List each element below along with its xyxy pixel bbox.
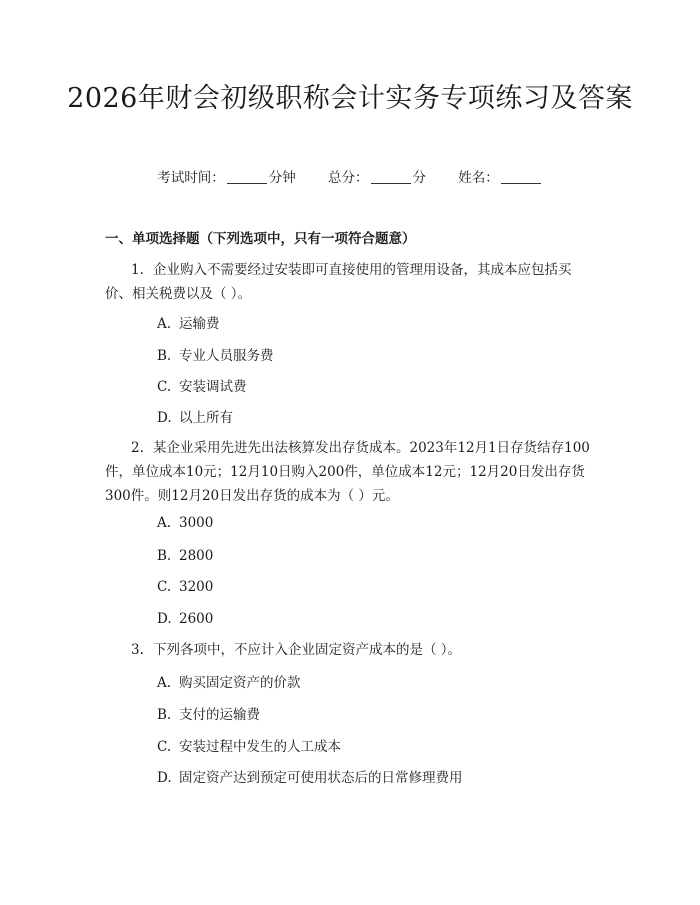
exam-time-blank [227, 169, 267, 184]
document-title: 2026年财会初级职称会计实务专项练习及答案 [67, 83, 633, 114]
question-text: 某企业采用先进先出法核算发出存货成本。2023年12月1日存货结存100件，单位成本10元；12月10日购入200件，单位成本12元；12月20日发出存货300件。则12月20日发出存货的成本为（ ）元。 [105, 440, 590, 504]
option-letter: B. [157, 348, 172, 364]
option-letter: B. [157, 707, 172, 723]
option-2d [157, 609, 213, 629]
option-1b [157, 346, 274, 366]
option-2a [157, 513, 213, 533]
exam-time-label: 考试时间： [157, 170, 225, 186]
candidate-name [458, 168, 543, 188]
question-text: 企业购入不需要经过安装即可直接使用的管理用设备，其成本应包括买价、相关税费以及（ ）。 [105, 262, 572, 302]
option-letter: A. [157, 316, 172, 332]
option-text: 固定资产达到预定可使用状态后的日常修理费用 [179, 770, 463, 786]
question-1 [105, 258, 595, 306]
option-letter: C. [157, 379, 172, 395]
option-1c [157, 377, 247, 397]
option-2c [157, 577, 213, 597]
option-text: 运输费 [179, 316, 220, 332]
option-2b [157, 546, 213, 566]
option-text: 3000 [179, 515, 214, 531]
question-number: 3. [131, 642, 144, 658]
option-text: 支付的运输费 [179, 707, 260, 723]
option-letter: D. [157, 410, 172, 426]
option-text: 安装调试费 [179, 379, 247, 395]
option-1d [157, 408, 233, 428]
option-3d [157, 768, 463, 788]
question-number: 2. [131, 440, 144, 456]
exam-info-line [0, 168, 700, 188]
question-number: 1. [131, 262, 144, 278]
question-3 [105, 638, 595, 662]
option-text: 3200 [179, 579, 214, 595]
exam-time-unit: 分钟 [268, 170, 296, 186]
option-text: 安装过程中发生的人工成本 [179, 739, 341, 755]
option-3b [157, 705, 260, 725]
option-text: 专业人员服务费 [179, 348, 274, 364]
option-text: 以上所有 [179, 410, 233, 426]
option-text: 2800 [179, 548, 214, 564]
exam-time [157, 168, 296, 188]
total-score-unit: 分 [412, 170, 426, 186]
option-letter: C. [157, 739, 172, 755]
option-letter: A. [157, 675, 172, 691]
option-3a [157, 673, 301, 693]
option-text: 2600 [179, 611, 214, 627]
option-letter: A. [157, 515, 172, 531]
candidate-name-label: 姓名： [458, 170, 499, 186]
total-score-label: 总分： [328, 170, 369, 186]
option-1a [157, 314, 220, 334]
option-letter: B. [157, 548, 172, 564]
question-2 [105, 436, 595, 508]
option-3c [157, 737, 341, 757]
option-letter: C. [157, 579, 172, 595]
candidate-name-blank [501, 169, 541, 184]
option-letter: D. [157, 611, 172, 627]
total-score [328, 168, 426, 188]
total-score-blank [371, 169, 411, 184]
option-text: 购买固定资产的价款 [179, 675, 301, 691]
section-heading: 一、单项选择题（下列选项中，只有一项符合题意） [105, 231, 416, 247]
question-text: 下列各项中，不应计入企业固定资产成本的是（ ）。 [153, 642, 462, 658]
option-letter: D. [157, 770, 172, 786]
